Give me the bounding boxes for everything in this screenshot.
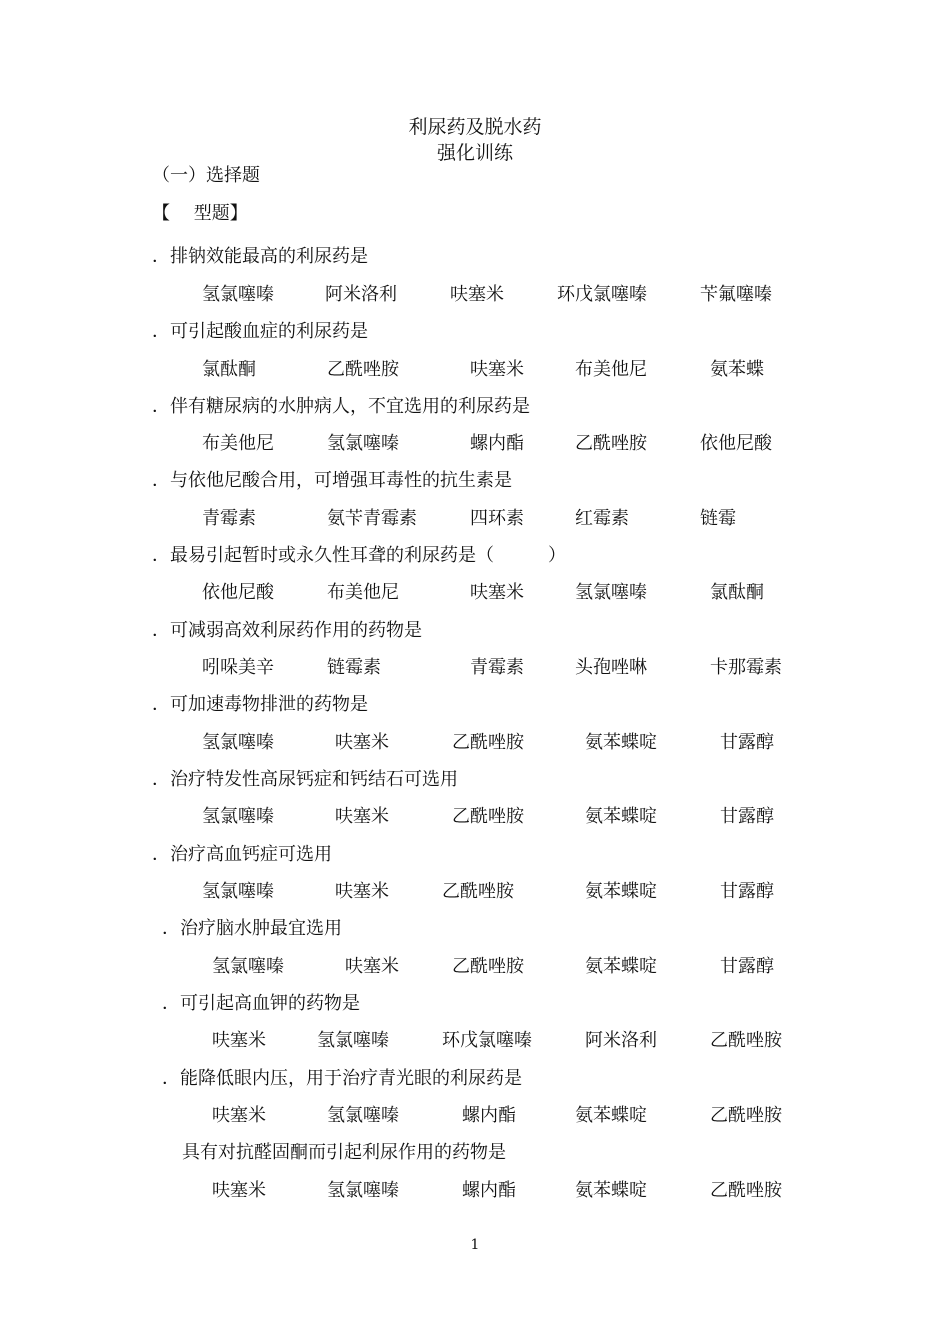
option: 氢氯噻嗪: [202, 732, 274, 753]
option: 呋塞米: [335, 881, 389, 902]
option: 乙酰唑胺: [710, 1105, 782, 1126]
option: 头孢唑啉: [575, 657, 647, 678]
option: 环戊氯噻嗪: [442, 1030, 532, 1051]
option: 苄氟噻嗪: [700, 284, 772, 305]
option: 乙酰唑胺: [442, 881, 514, 902]
question-stem: ．可减弱高效利尿药作用的药物是: [152, 620, 422, 641]
option: 青霉素: [470, 657, 524, 678]
question-stem: ．可加速毒物排泄的药物是: [152, 694, 368, 715]
option: 氢氯噻嗪: [202, 881, 274, 902]
option: 氨苯蝶啶: [585, 732, 657, 753]
option: 环戊氯噻嗪: [557, 284, 647, 305]
question-stem: ．可引起高血钾的药物是: [162, 993, 360, 1014]
option: 氢氯噻嗪: [317, 1030, 389, 1051]
option: 螺内酯: [462, 1180, 516, 1201]
option: 呋塞米: [335, 732, 389, 753]
question-stem: ．治疗脑水肿最宜选用: [162, 918, 342, 939]
option: 四环素: [470, 508, 524, 529]
option: 呋塞米: [345, 956, 399, 977]
option: 氨苯蝶: [710, 359, 764, 380]
option: 红霉素: [575, 508, 629, 529]
option: 乙酰唑胺: [575, 433, 647, 454]
option: 呋塞米: [212, 1030, 266, 1051]
option: 乙酰唑胺: [710, 1030, 782, 1051]
option: 乙酰唑胺: [452, 806, 524, 827]
option: 氨苯蝶啶: [585, 806, 657, 827]
option: 呋塞米: [212, 1180, 266, 1201]
option: 乙酰唑胺: [452, 956, 524, 977]
option: 螺内酯: [470, 433, 524, 454]
page-title: 利尿药及脱水药: [408, 116, 542, 138]
option: 卡那霉素: [710, 657, 782, 678]
question-stem: ．治疗特发性高尿钙症和钙结石可选用: [152, 769, 458, 790]
option: 氢氯噻嗪: [327, 1180, 399, 1201]
option: 氯酞酮: [202, 359, 256, 380]
section-heading: （一）选择题: [152, 165, 260, 186]
option: 氨苯蝶啶: [575, 1180, 647, 1201]
option: 氯酞酮: [710, 582, 764, 603]
question-stem: ．治疗高血钙症可选用: [152, 844, 332, 865]
option: 螺内酯: [462, 1105, 516, 1126]
option: 氨苯蝶啶: [585, 881, 657, 902]
option: 氢氯噻嗪: [327, 433, 399, 454]
option: 链霉: [700, 508, 736, 529]
option: 呋塞米: [470, 359, 524, 380]
option: 氢氯噻嗪: [202, 284, 274, 305]
option: 甘露醇: [720, 956, 774, 977]
option: 甘露醇: [720, 806, 774, 827]
page-subtitle: 强化训练: [436, 142, 513, 164]
question-stem: ．与依他尼酸合用，可增强耳毒性的抗生素是: [152, 470, 512, 491]
option: 甘露醇: [720, 732, 774, 753]
option: 呋塞米: [470, 582, 524, 603]
option: 乙酰唑胺: [327, 359, 399, 380]
option: 氢氯噻嗪: [202, 806, 274, 827]
question-stem: ．伴有糖尿病的水肿病人，不宜选用的利尿药是: [152, 396, 530, 417]
option: 呋塞米: [335, 806, 389, 827]
option: 呋塞米: [450, 284, 504, 305]
option: 阿米洛利: [325, 284, 397, 305]
option: 吲哚美辛: [202, 657, 274, 678]
question-stem: ．可引起酸血症的利尿药是: [152, 321, 368, 342]
option: 布美他尼: [327, 582, 399, 603]
option: 链霉素: [327, 657, 381, 678]
option: 布美他尼: [202, 433, 274, 454]
option: 氢氯噻嗪: [327, 1105, 399, 1126]
page-number: 1: [470, 1237, 480, 1253]
question-type-heading: 【 型题】: [152, 203, 248, 224]
option: 乙酰唑胺: [452, 732, 524, 753]
option: 氨苯蝶啶: [575, 1105, 647, 1126]
option: 布美他尼: [575, 359, 647, 380]
question-stem: ．能降低眼内压，用于治疗青光眼的利尿药是: [162, 1068, 522, 1089]
option: 青霉素: [202, 508, 256, 529]
option: 甘露醇: [720, 881, 774, 902]
option: 呋塞米: [212, 1105, 266, 1126]
option: 依他尼酸: [700, 433, 772, 454]
option: 氨苄青霉素: [327, 508, 417, 529]
option: 氢氯噻嗪: [212, 956, 284, 977]
option: 乙酰唑胺: [710, 1180, 782, 1201]
question-stem: 具有对抗醛固酮而引起利尿作用的药物是: [182, 1142, 506, 1163]
option: 阿米洛利: [585, 1030, 657, 1051]
option: 氨苯蝶啶: [585, 956, 657, 977]
option: 氢氯噻嗪: [575, 582, 647, 603]
option: 依他尼酸: [202, 582, 274, 603]
question-stem: ．排钠效能最高的利尿药是: [152, 246, 368, 267]
question-stem: ．最易引起暂时或永久性耳聋的利尿药是（ ）: [152, 545, 566, 566]
